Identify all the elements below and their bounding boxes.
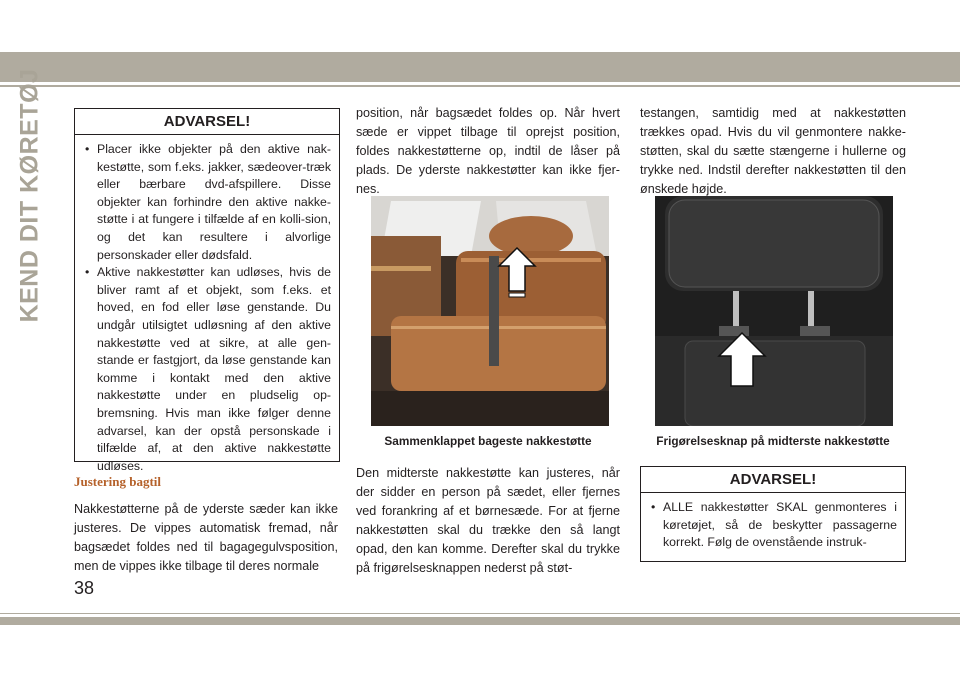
headrest-illustration [655, 196, 893, 426]
warning-item-text: ALLE nakkestøtter SKAL genmonteres i køretøjet, så de beskytter passagerne korrekt. Følg de ovenstående instruk- [663, 500, 897, 550]
header-band [0, 52, 960, 82]
warning-item [85, 141, 331, 264]
col2-paragraph-1: position, når bagsædet foldes op. Når hvert sæde er vippet tilbage til oprejst position, foldes nakkestøtterne op, indtil de låser på plads. De yderste nakkestøtter kan ikke fjer-nes. [356, 106, 620, 196]
rear-seat-illustration [371, 196, 609, 426]
warning-list-1 [75, 135, 339, 483]
warning-box-2 [640, 466, 906, 562]
bullet-icon: • [85, 265, 90, 280]
warning-item [85, 264, 331, 475]
headrest-photo [655, 196, 893, 426]
header-rule [0, 85, 960, 87]
warning-title-2: ADVARSEL! [641, 467, 905, 493]
warning-title-1: ADVARSEL! [75, 109, 339, 135]
section-label-text: KEND DIT KØRETØJ [15, 68, 44, 322]
warning-list-2 [641, 493, 905, 560]
page-number: 38 [74, 578, 95, 598]
bullet-icon: • [85, 142, 90, 156]
col1-paragraph: Nakkestøtterne på de yderste sæder kan ikke justeres. De vippes automatisk fremad, når bagsædet foldes ned til bagagegulvsposition, men de vippes ikke tilbage til deres normale [74, 502, 338, 573]
rear-seat-photo [371, 196, 609, 426]
warning-item-text: Placer ikke objekter på den aktive nak-kestøtte, som f.eks. jakker, sædeover-træk eller bærbare dvd-afspillere. Disse objekter kan forhindre den aktive nakke-støtte i at fungere i tilfælde af en kolli-sion, og det kan resultere i alvorlige personskader eller dødsfald. [97, 142, 331, 262]
warning-item [651, 499, 897, 552]
caption-rear-seat: Sammenklappet bageste nakkestøtte [384, 434, 592, 448]
col2-paragraph-2: Den midterste nakkestøtte kan justeres, når der sidder en person på sædet, eller fjernes ved forankring af et børnesæde. For at fjerne nakkestøtten skal du trække den så langt opad, den kan komme. Derefter skal du trykke på frigørelsesknappen nederst på støt- [356, 466, 620, 575]
col3-paragraph: testangen, samtidig med at nakkestøtten trækkes opad. Hvis du vil genmontere nakke-støtten, skal du sætte stængerne i hullerne og trykke ned. Indstil derefter nakkestøtten til den ønskede højde. [640, 106, 906, 196]
bullet-icon: • [651, 500, 656, 514]
section-label [12, 68, 48, 322]
warning-item-text: Aktive nakkestøtter kan udløses, hvis de bliver ramt af et objekt, som f.eks. et hoved, en fod eller løse genstande. Du undgår utilsigtet udløsning af den aktive nakkestøtte ved at sikre, at alle gen-stande er fastgjort, da løse genstande kan komme i kontakt med den aktive nakkestøtte under en pludselig op-bremsning. Hvis man ikke følger denne advarsel, kan der opstå personskade i tilfælde af, at den aktive nakkestøtte udløses. [97, 265, 331, 473]
footer-rule [0, 613, 960, 614]
warning-box-1 [74, 108, 340, 473]
subheading: Justering bagtil [74, 474, 162, 489]
caption-headrest: Frigørelsesknap på midterste nakkestøtte [656, 434, 890, 448]
footer-band [0, 617, 960, 625]
